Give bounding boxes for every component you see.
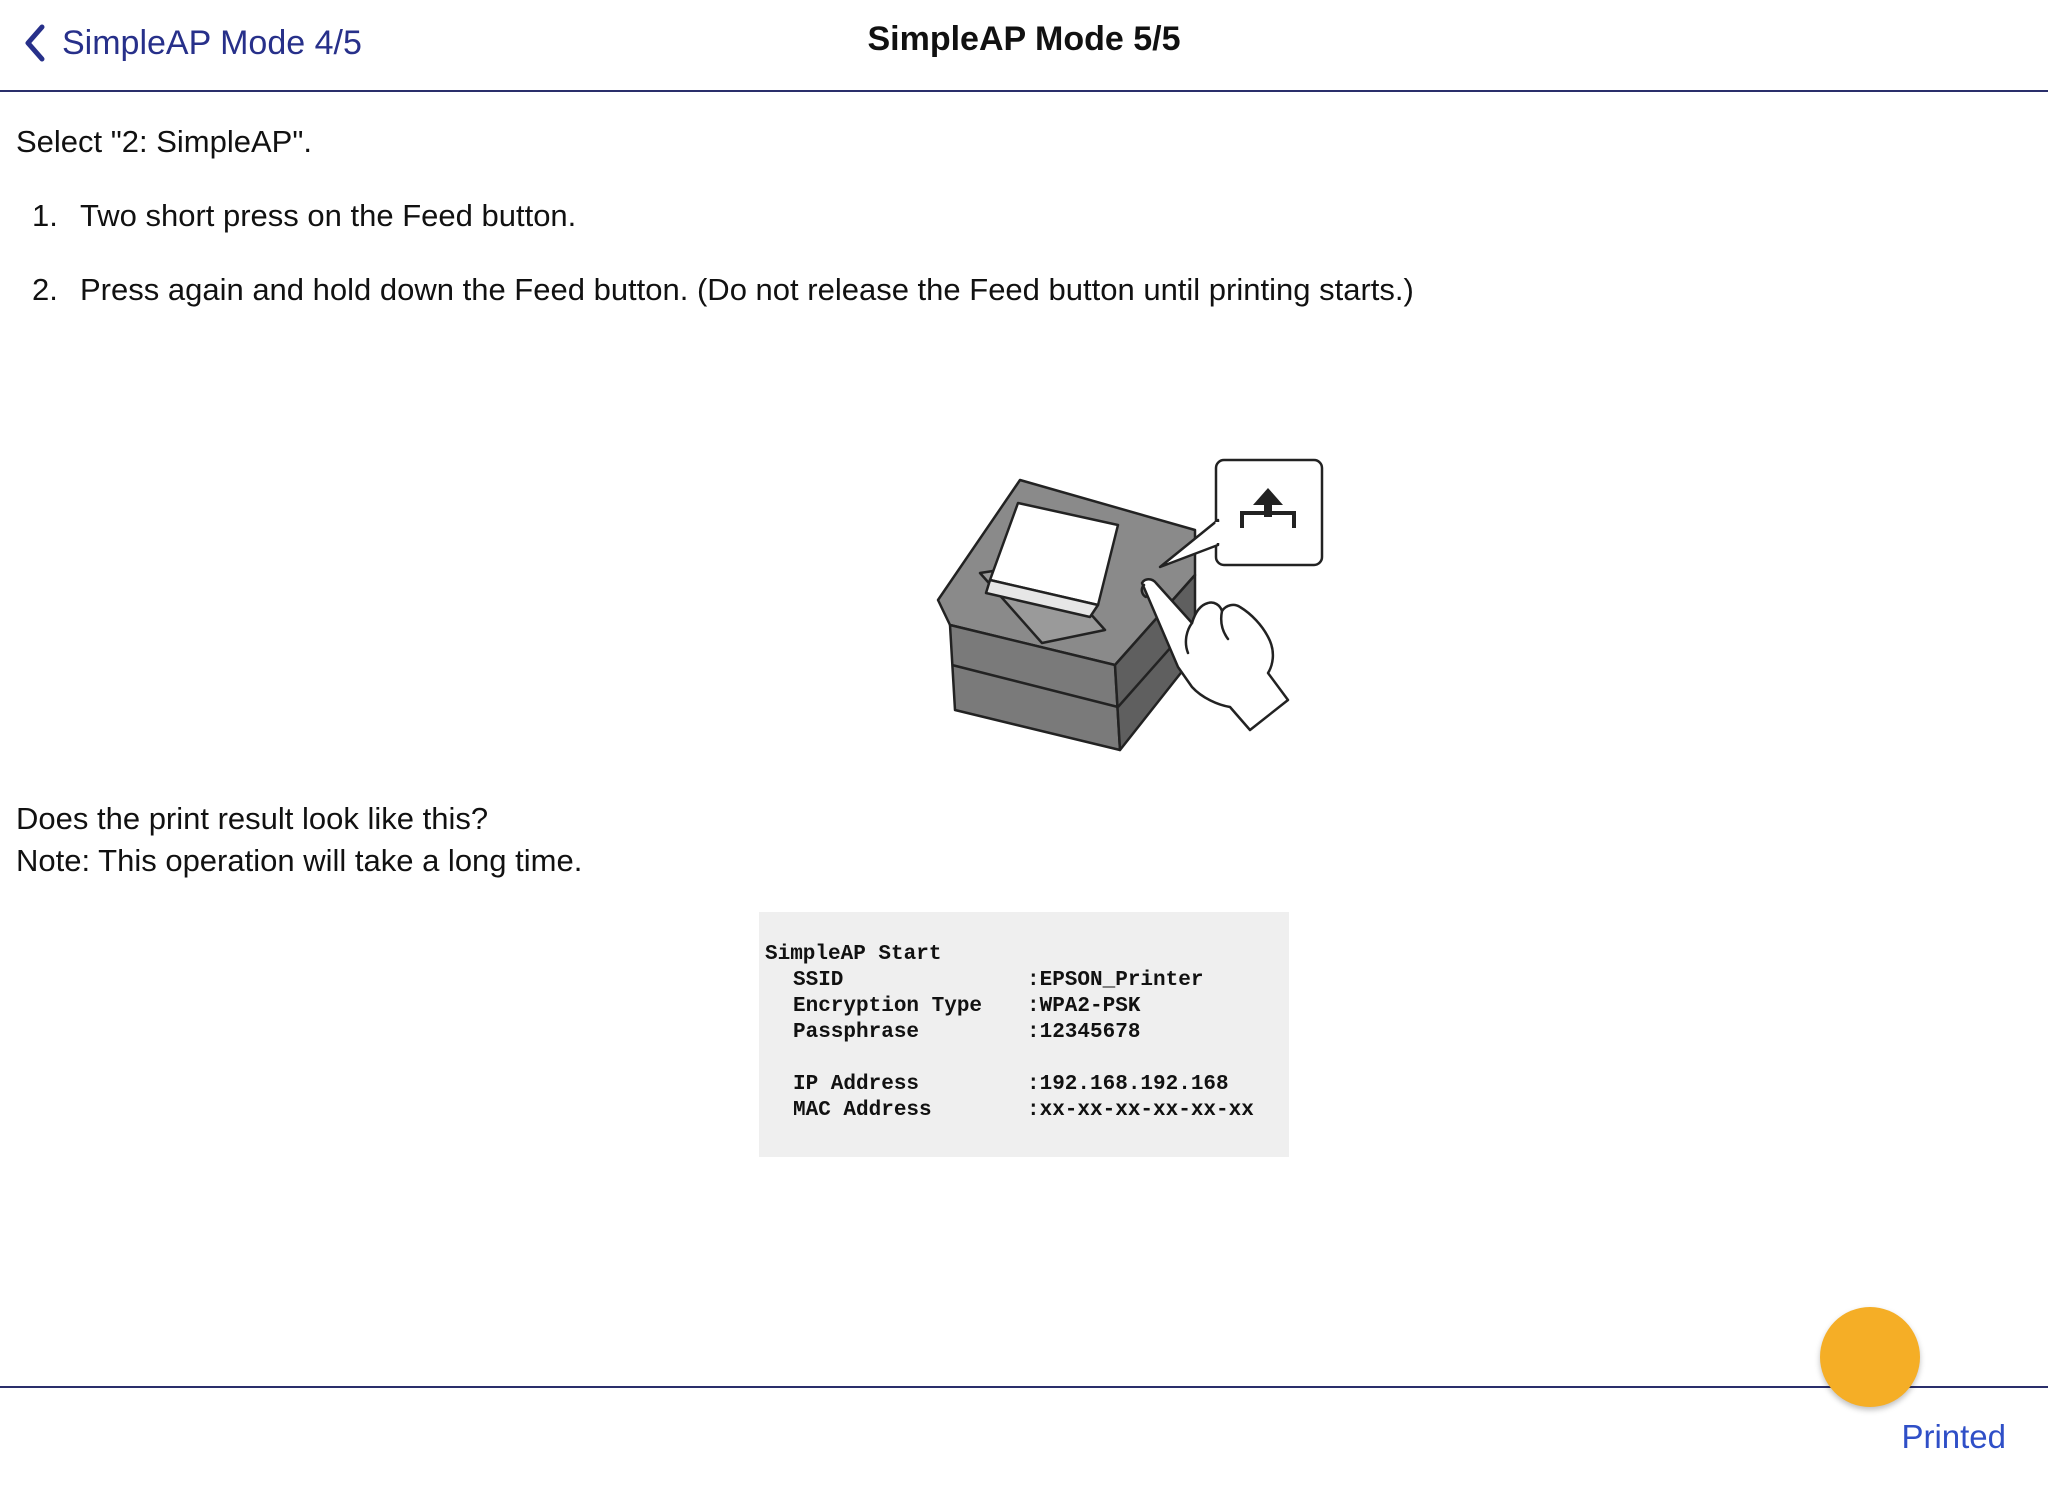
receipt-heading: SimpleAP Start bbox=[765, 943, 942, 966]
receipt-value: :EPSON_Printer bbox=[1027, 969, 1204, 992]
step-number: 2. bbox=[32, 272, 58, 307]
receipt-label: Encryption Type bbox=[793, 995, 983, 1018]
receipt-value: :xx-xx-xx-xx-xx-xx bbox=[1027, 1099, 1254, 1122]
question-block bbox=[16, 798, 582, 882]
page-title: SimpleAP Mode 5/5 bbox=[867, 20, 1181, 58]
receipt-row bbox=[765, 1098, 1289, 1124]
step-number: 1. bbox=[32, 198, 58, 233]
printer-feed-illustration bbox=[930, 455, 1330, 755]
receipt-row bbox=[765, 1020, 1289, 1046]
receipt-label: IP Address bbox=[793, 1073, 920, 1096]
receipt-value: :WPA2-PSK bbox=[1027, 995, 1141, 1018]
steps-list bbox=[32, 198, 1414, 346]
question-text: Does the print result look like this? bbox=[16, 801, 489, 836]
print-result-sample bbox=[759, 912, 1289, 1157]
receipt-value: :192.168.192.168 bbox=[1027, 1073, 1229, 1096]
receipt-row bbox=[765, 1072, 1289, 1098]
receipt-label: Passphrase bbox=[793, 1021, 920, 1044]
step-item bbox=[32, 198, 1414, 272]
printed-button[interactable]: Printed bbox=[1901, 1418, 2006, 1455]
receipt-row bbox=[765, 994, 1289, 1020]
note-text: Note: This operation will take a long time. bbox=[16, 843, 583, 878]
receipt-label: MAC Address bbox=[793, 1099, 932, 1122]
receipt-spacer bbox=[765, 1046, 1289, 1072]
receipt-value: :12345678 bbox=[1027, 1021, 1141, 1044]
step-item bbox=[32, 272, 1414, 346]
feed-callout bbox=[1160, 460, 1322, 567]
floating-action-button[interactable] bbox=[1820, 1307, 1920, 1407]
navigation-bar bbox=[0, 0, 2048, 92]
back-button-label: SimpleAP Mode 4/5 bbox=[62, 23, 362, 62]
receipt-label: SSID bbox=[793, 969, 844, 992]
step-text: Press again and hold down the Feed button. (Do not release the Feed button until printing starts.) bbox=[80, 272, 1414, 307]
receipt-row bbox=[765, 968, 1289, 994]
step-text: Two short press on the Feed button. bbox=[80, 198, 577, 233]
toolbar-divider bbox=[0, 1386, 2048, 1388]
intro-text: Select "2: SimpleAP". bbox=[16, 124, 312, 159]
